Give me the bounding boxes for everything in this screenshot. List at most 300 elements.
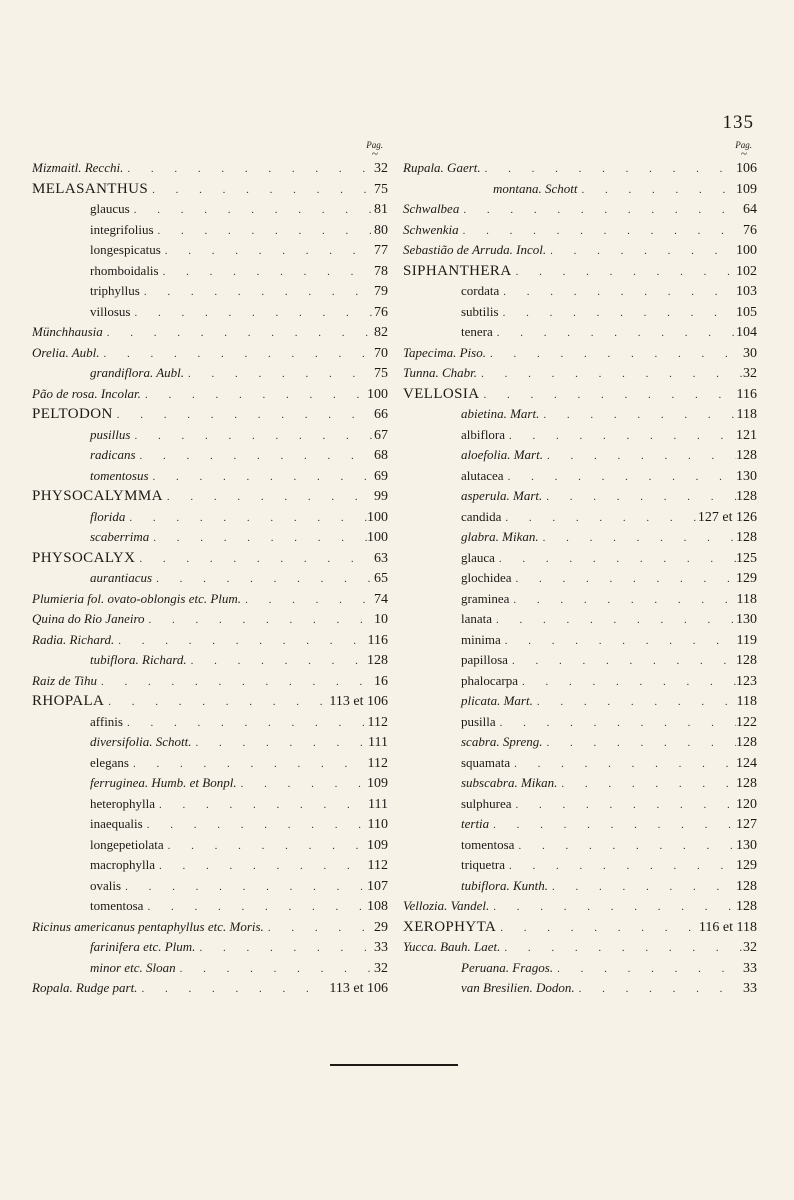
index-entry <box>403 691 757 712</box>
entry-label: subtilis <box>461 303 499 319</box>
leader-dots <box>543 733 737 754</box>
entry-label: tertia <box>461 816 490 831</box>
entry-page: 100 <box>736 243 757 258</box>
leader-dots <box>100 344 374 365</box>
index-entry <box>32 589 388 610</box>
index-entry <box>32 548 388 569</box>
entry-label: minor etc. Sloan <box>90 959 176 975</box>
entry-page: 125 <box>736 550 757 566</box>
entry-page: 69 <box>374 468 388 484</box>
entry-page: 119 <box>736 632 757 648</box>
swung-dash-icon: ~ <box>372 148 378 160</box>
entry-label: triphyllus <box>90 283 140 298</box>
entry-page: 105 <box>736 304 757 320</box>
entry-page: 99 <box>374 489 388 504</box>
leader-dots <box>510 754 736 775</box>
page-number: 135 <box>722 112 754 133</box>
index-entry <box>32 281 388 302</box>
entry-page: 111 <box>368 796 388 812</box>
entry-page: 66 <box>374 407 388 422</box>
entry-label: squamata <box>461 754 511 770</box>
index-entry <box>32 466 388 487</box>
index-entry <box>32 876 388 897</box>
leader-dots <box>496 918 699 939</box>
entry-label: glauca <box>461 549 495 565</box>
entry-label: grandiflora. Aubl. <box>90 365 185 380</box>
entry-label: heterophylla <box>90 795 155 811</box>
entry-label: Tunna. Chabr. <box>403 365 478 380</box>
leader-dots <box>136 446 375 467</box>
index-entry <box>403 671 757 692</box>
index-entry <box>403 773 757 794</box>
entry-page: 70 <box>374 345 388 361</box>
index-entry <box>403 527 757 548</box>
leader-dots <box>548 877 736 898</box>
index-entry <box>403 220 757 241</box>
entry-page: 128 <box>736 489 757 504</box>
leader-dots <box>501 508 697 529</box>
index-entry <box>403 712 757 733</box>
index-list-right <box>403 158 757 999</box>
entry-label: Raiz de Tihu <box>32 672 98 688</box>
entry-label: florida <box>90 508 126 524</box>
entry-label: PHYSOCALYX <box>32 549 136 566</box>
leader-dots <box>489 815 736 836</box>
entry-page: 33 <box>374 940 388 955</box>
leader-dots <box>137 979 329 1000</box>
entry-page: 128 <box>736 878 757 894</box>
entry-page: 118 <box>736 407 757 422</box>
entry-page: 116 <box>367 632 388 648</box>
leader-dots <box>512 795 736 816</box>
index-entry <box>403 794 757 815</box>
entry-label: Vellozia. Vandel. <box>403 898 490 913</box>
index-entry <box>403 384 757 405</box>
leader-dots <box>130 200 374 221</box>
entry-label: PELTODON <box>32 406 113 422</box>
entry-label: phalocarpa <box>461 672 519 688</box>
leader-dots <box>164 836 367 857</box>
entry-page: 10 <box>374 612 388 627</box>
leader-dots <box>176 959 374 980</box>
leader-dots <box>495 549 736 570</box>
entry-page: 63 <box>374 550 388 566</box>
entry-label: villosus <box>90 303 131 319</box>
entry-page: 100 <box>367 386 388 402</box>
leader-dots <box>155 795 368 816</box>
entry-page: 82 <box>374 325 388 340</box>
leader-dots <box>499 282 736 303</box>
index-entry <box>403 609 757 630</box>
index-entry <box>403 302 757 323</box>
index-entry <box>403 835 757 856</box>
entry-label: aurantiacus <box>90 570 153 585</box>
entry-page: 116 et 118 <box>698 919 757 935</box>
pag-header <box>32 140 388 158</box>
entry-label: tubiflora. Kunth. <box>461 877 549 893</box>
entry-page: 81 <box>374 202 388 217</box>
index-entry <box>403 199 757 220</box>
leader-dots <box>489 897 736 918</box>
index-entry <box>32 609 388 630</box>
leader-dots <box>496 713 736 734</box>
entry-page: 128 <box>736 776 757 791</box>
entry-label: integrifolius <box>90 221 154 237</box>
entry-label: tubiflora. Richard. <box>90 652 187 667</box>
entry-page: 100 <box>367 509 388 525</box>
pag-label: Pag. <box>366 140 383 150</box>
index-entry <box>32 568 388 589</box>
entry-page: 122 <box>736 714 757 730</box>
entry-label: Pão de rosa. Incolar. <box>32 385 141 401</box>
entry-page: 128 <box>736 530 757 545</box>
index-entry <box>32 527 388 548</box>
entry-label: triquetra <box>461 857 506 872</box>
index-entry <box>403 404 757 425</box>
index-entry <box>403 281 757 302</box>
entry-page: 120 <box>736 796 757 812</box>
leader-dots <box>459 200 743 221</box>
entry-label: Schwalbea <box>403 201 460 216</box>
leader-dots <box>237 774 367 795</box>
index-column-left <box>32 140 388 999</box>
leader-dots <box>184 364 374 385</box>
index-entry <box>403 466 757 487</box>
leader-dots <box>542 487 736 508</box>
leader-dots <box>191 733 368 754</box>
entry-label: macrophylla <box>90 857 155 872</box>
entry-label: Mizmaitl. Recchi. <box>32 160 124 175</box>
entry-label: abietina. Mart. <box>461 406 540 421</box>
entry-label: Ropala. Rudge part. <box>32 980 138 995</box>
entry-page: 76 <box>743 222 757 238</box>
entry-label: van Bresilien. Dodon. <box>461 980 575 995</box>
entry-page: 130 <box>736 468 757 484</box>
entry-page: 112 <box>367 714 388 730</box>
leader-dots <box>155 856 368 877</box>
leader-dots <box>145 610 374 631</box>
entry-page: 106 <box>736 161 757 176</box>
entry-label: tomentosa <box>461 836 515 852</box>
entry-page: 100 <box>367 530 388 545</box>
leader-dots <box>539 528 736 549</box>
entry-label: lanata <box>461 611 493 626</box>
entry-page: 77 <box>374 243 388 258</box>
entry-label: Sebastião de Arruda. Incol. <box>403 242 547 257</box>
entry-label: Münchhausia <box>32 324 103 339</box>
entry-label: aloefolia. Mart. <box>461 447 543 462</box>
entry-page: 121 <box>736 427 757 443</box>
leader-dots <box>501 631 737 652</box>
entry-label: glaucus <box>90 201 130 216</box>
pag-header <box>403 140 757 158</box>
entry-label: papillosa <box>461 652 508 667</box>
index-entry <box>32 363 388 384</box>
entry-label: minima <box>461 631 501 647</box>
leader-dots <box>104 692 329 713</box>
leader-dots <box>509 590 736 611</box>
index-entry <box>403 814 757 835</box>
index-entry <box>403 425 757 446</box>
leader-dots <box>546 241 736 262</box>
leader-dots <box>141 385 367 406</box>
entry-page: 124 <box>736 755 757 771</box>
leader-dots <box>512 262 736 283</box>
entry-label: Yucca. Bauh. Laet. <box>403 939 501 954</box>
entry-label: candida <box>461 508 502 524</box>
leader-dots <box>143 897 367 918</box>
index-entry <box>32 302 388 323</box>
leader-dots <box>499 303 736 324</box>
entry-page: 16 <box>374 673 388 689</box>
index-entry <box>32 220 388 241</box>
leader-dots <box>575 979 743 1000</box>
leader-dots <box>97 672 374 693</box>
entry-label: XEROPHYTA <box>403 918 497 935</box>
index-entry <box>32 630 388 651</box>
entry-label: montana. Schott <box>493 180 578 196</box>
entry-label: pusillus <box>90 426 131 442</box>
index-entry <box>403 855 757 876</box>
entry-page: 113 et 106 <box>329 981 388 996</box>
entry-page: 80 <box>374 222 388 238</box>
entry-page: 130 <box>736 837 757 853</box>
index-entry <box>403 958 757 979</box>
entry-page: 79 <box>374 284 388 299</box>
leader-dots <box>505 856 736 877</box>
end-rule <box>330 1064 458 1066</box>
entry-page: 110 <box>367 817 388 832</box>
entry-label: pusilla <box>461 713 496 729</box>
entry-label: cordata <box>461 283 500 298</box>
entry-page: 108 <box>367 899 388 914</box>
entry-label: Schwenkia <box>403 221 459 237</box>
index-entry <box>403 876 757 897</box>
swung-dash-icon: ~ <box>741 148 747 160</box>
entry-page: 129 <box>736 571 757 586</box>
leader-dots <box>543 446 736 467</box>
index-entry <box>32 814 388 835</box>
index-entry <box>32 835 388 856</box>
leader-dots <box>149 528 367 549</box>
entry-page: 32 <box>374 161 388 176</box>
entry-page: 68 <box>374 448 388 463</box>
index-entry <box>32 896 388 917</box>
entry-label: Quina do Rio Janeiro <box>32 611 145 626</box>
entry-page: 128 <box>367 653 388 668</box>
leader-dots <box>152 569 374 590</box>
entry-page: 112 <box>367 755 388 771</box>
entry-label: radicans <box>90 447 136 462</box>
entry-label: rhomboidalis <box>90 262 159 278</box>
entry-label: Rupala. Gaert. <box>403 160 481 175</box>
leader-dots <box>161 241 374 262</box>
entry-label: longespicatus <box>90 242 161 257</box>
leader-dots <box>130 303 374 324</box>
leader-dots <box>159 262 374 283</box>
index-entry <box>32 261 388 282</box>
entry-label: MELASANTHUS <box>32 180 149 197</box>
index-entry <box>32 199 388 220</box>
leader-dots <box>512 569 736 590</box>
index-entry <box>32 343 388 364</box>
index-entry <box>403 261 757 282</box>
entry-label: asperula. Mart. <box>461 488 543 503</box>
entry-label: scabra. Spreng. <box>461 734 543 749</box>
index-entry <box>403 978 757 999</box>
entry-page: 129 <box>736 858 757 873</box>
index-entry <box>403 179 757 200</box>
entry-page: 32 <box>743 366 757 381</box>
entry-label: RHOPALA <box>32 693 105 709</box>
leader-dots <box>557 774 736 795</box>
leader-dots <box>481 159 736 180</box>
leader-dots <box>103 323 374 344</box>
entry-label: alutacea <box>461 467 504 483</box>
index-entry <box>32 978 388 999</box>
index-entry <box>403 732 757 753</box>
leader-dots <box>500 938 743 959</box>
index-entry <box>32 425 388 446</box>
entry-page: 128 <box>736 735 757 750</box>
entry-label: tomentosa <box>90 898 144 913</box>
index-entry <box>32 671 388 692</box>
leader-dots <box>129 754 368 775</box>
entry-label: VELLOSIA <box>403 385 480 402</box>
leader-dots <box>143 815 368 836</box>
entry-page: 102 <box>736 263 757 279</box>
entry-label: graminea <box>461 590 510 606</box>
index-entry <box>32 384 388 405</box>
entry-label: subscabra. Mikan. <box>461 775 558 790</box>
entry-page: 74 <box>374 591 388 607</box>
leader-dots <box>130 426 374 447</box>
entry-page: 33 <box>743 981 757 996</box>
index-entry <box>403 917 757 938</box>
entry-label: PHYSOCALYMMA <box>32 488 163 504</box>
index-entry <box>403 937 757 958</box>
entry-page: 104 <box>736 325 757 340</box>
index-entry <box>403 548 757 569</box>
entry-page: 32 <box>374 960 388 976</box>
index-entry <box>403 343 757 364</box>
leader-dots <box>121 877 367 898</box>
entry-label: glochidea <box>461 570 512 585</box>
entry-label: affinis <box>90 713 123 729</box>
index-entry <box>32 486 388 507</box>
leader-dots <box>504 467 736 488</box>
index-entry <box>403 322 757 343</box>
leader-dots <box>553 959 743 980</box>
leader-dots <box>492 610 736 631</box>
entry-label: glabra. Mikan. <box>461 529 539 544</box>
leader-dots <box>241 590 374 611</box>
leader-dots <box>154 221 374 242</box>
index-entry <box>32 240 388 261</box>
index-entry <box>32 179 388 200</box>
index-entry <box>32 794 388 815</box>
index-entry <box>403 630 757 651</box>
entry-label: scaberrima <box>90 529 150 544</box>
entry-label: diversifolia. Schott. <box>90 734 192 749</box>
leader-dots <box>113 405 374 426</box>
entry-page: 29 <box>374 919 388 935</box>
leader-dots <box>123 159 374 180</box>
leader-dots <box>195 938 374 959</box>
entry-page: 76 <box>374 304 388 320</box>
entry-page: 111 <box>368 735 388 750</box>
leader-dots <box>480 385 737 406</box>
leader-dots <box>533 692 737 713</box>
index-entry <box>32 773 388 794</box>
index-entry <box>32 958 388 979</box>
index-entry <box>403 753 757 774</box>
entry-page: 30 <box>743 345 757 361</box>
entry-label: Tapecima. Piso. <box>403 344 486 360</box>
pag-label: Pag. <box>735 140 752 150</box>
index-entry <box>32 445 388 466</box>
leader-dots <box>505 426 736 447</box>
index-entry <box>32 855 388 876</box>
entry-page: 127 et 126 <box>697 509 757 525</box>
entry-label: Radia. Richard. <box>32 631 115 647</box>
entry-page: 128 <box>736 653 757 668</box>
entry-page: 109 <box>367 776 388 791</box>
entry-page: 128 <box>736 448 757 463</box>
leader-dots <box>459 221 743 242</box>
leader-dots <box>493 323 736 344</box>
entry-label: sulphurea <box>461 795 512 811</box>
index-list-left <box>32 158 388 999</box>
entry-page: 33 <box>743 960 757 976</box>
index-entry <box>32 917 388 938</box>
index-entry <box>32 650 388 671</box>
index-entry <box>32 404 388 425</box>
entry-page: 103 <box>736 284 757 299</box>
entry-page: 123 <box>736 673 757 689</box>
index-entry <box>32 937 388 958</box>
entry-label: farinifera etc. Plum. <box>90 939 196 954</box>
leader-dots <box>123 713 368 734</box>
index-entry <box>32 322 388 343</box>
index-entry <box>403 240 757 261</box>
entry-page: 67 <box>374 427 388 443</box>
entry-label: inaequalis <box>90 816 143 831</box>
index-entry <box>32 732 388 753</box>
leader-dots <box>264 918 374 939</box>
entry-page: 118 <box>736 694 757 709</box>
entry-label: tenera <box>461 324 493 339</box>
leader-dots <box>578 180 737 201</box>
index-entry <box>32 691 388 712</box>
leader-dots <box>163 487 374 508</box>
index-entry <box>403 445 757 466</box>
entry-page: 116 <box>736 386 757 402</box>
leader-dots <box>149 467 375 488</box>
index-entry <box>403 486 757 507</box>
leader-dots <box>148 180 374 201</box>
entry-label: ovalis <box>90 877 122 893</box>
entry-page: 65 <box>374 571 388 586</box>
index-entry <box>403 158 757 179</box>
entry-page: 107 <box>367 878 388 894</box>
leader-dots <box>477 364 743 385</box>
entry-page: 112 <box>367 858 388 873</box>
entry-page: 75 <box>374 366 388 381</box>
entry-page: 118 <box>736 591 757 607</box>
entry-label: Ricinus americanus pentaphyllus etc. Moris. <box>32 918 264 934</box>
entry-page: 75 <box>374 181 388 197</box>
